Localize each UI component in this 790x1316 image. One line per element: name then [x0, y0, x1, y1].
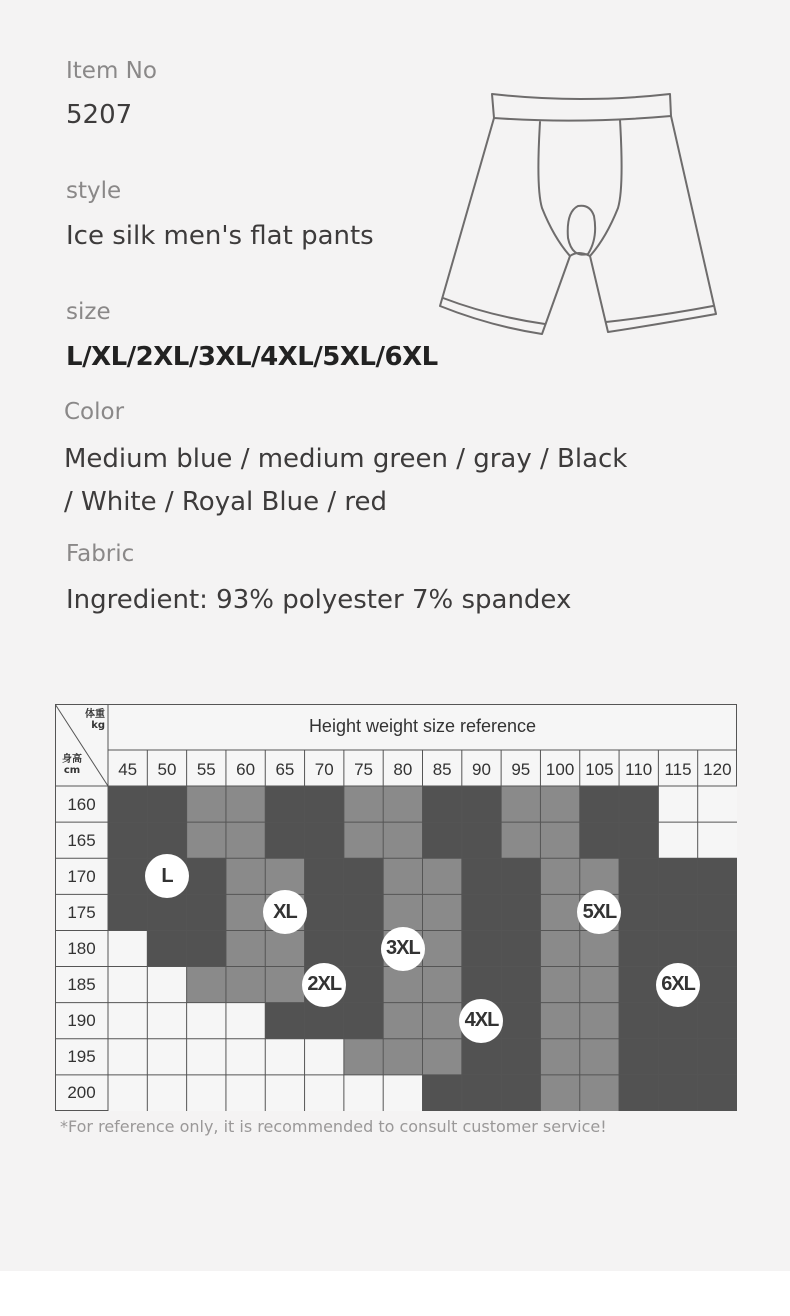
weight-header: 110: [625, 760, 653, 779]
weight-header: 80: [393, 760, 413, 779]
size-label: size: [66, 299, 111, 325]
color-label: Color: [64, 399, 125, 425]
weight-header: 50: [157, 760, 177, 779]
height-header: 165: [67, 830, 96, 850]
bottom-strip: [0, 1271, 790, 1316]
item-no-label: Item No: [66, 58, 157, 84]
weight-header: 85: [432, 760, 452, 779]
colors-line-2: / White / Royal Blue / red: [64, 487, 387, 517]
weight-label-cn: 体重: [85, 709, 105, 720]
weight-header: 95: [511, 760, 531, 779]
height-unit: cm: [63, 765, 81, 776]
style-value: Ice silk men's flat pants: [66, 221, 374, 251]
height-header: 175: [67, 902, 96, 922]
weight-header: 55: [196, 760, 216, 779]
weight-header: 115: [664, 760, 692, 779]
weight-unit: kg: [91, 720, 105, 731]
size-badge: 3XL: [381, 927, 425, 971]
sizes-value: L/XL/2XL/3XL/4XL/5XL/6XL: [66, 342, 438, 372]
height-header: 170: [67, 866, 96, 886]
fabric-label: Fabric: [66, 541, 135, 567]
weight-header: 90: [472, 760, 491, 779]
size-chart: [55, 704, 737, 1111]
weight-header: 75: [354, 760, 373, 779]
height-label: [58, 754, 86, 776]
weight-header: 70: [314, 760, 334, 779]
weight-header: 65: [275, 760, 295, 779]
height-header: 160: [67, 794, 96, 814]
weight-header: 120: [703, 760, 732, 779]
size-badge: 6XL: [656, 963, 700, 1007]
style-label: style: [66, 178, 122, 204]
height-header: 200: [67, 1083, 96, 1103]
height-header: 185: [67, 975, 96, 995]
weight-header: 100: [545, 760, 575, 779]
size-badge: L: [145, 854, 189, 898]
boxer-shorts-illustration: [430, 88, 730, 348]
chart-title: Height weight size reference: [308, 716, 537, 736]
fabric-value: Ingredient: 93% polyester 7% spandex: [66, 585, 572, 615]
reference-note: *For reference only, it is recommended to consult customer service!: [60, 1117, 607, 1136]
height-label-cn: 身高: [62, 754, 82, 765]
size-badge: 2XL: [302, 963, 346, 1007]
weight-header: 60: [236, 760, 256, 779]
size-badge: 5XL: [577, 890, 621, 934]
weight-label: [77, 709, 105, 731]
item-no-value: 5207: [66, 100, 133, 130]
height-header: 195: [67, 1047, 96, 1067]
height-header: 190: [67, 1011, 96, 1031]
size-badge: XL: [263, 890, 307, 934]
colors-line-1: Medium blue / medium green / gray / Black: [64, 444, 628, 474]
size-badge: 4XL: [459, 999, 503, 1043]
weight-header: 45: [118, 760, 138, 779]
height-header: 180: [67, 939, 96, 958]
weight-header: 105: [585, 760, 614, 779]
